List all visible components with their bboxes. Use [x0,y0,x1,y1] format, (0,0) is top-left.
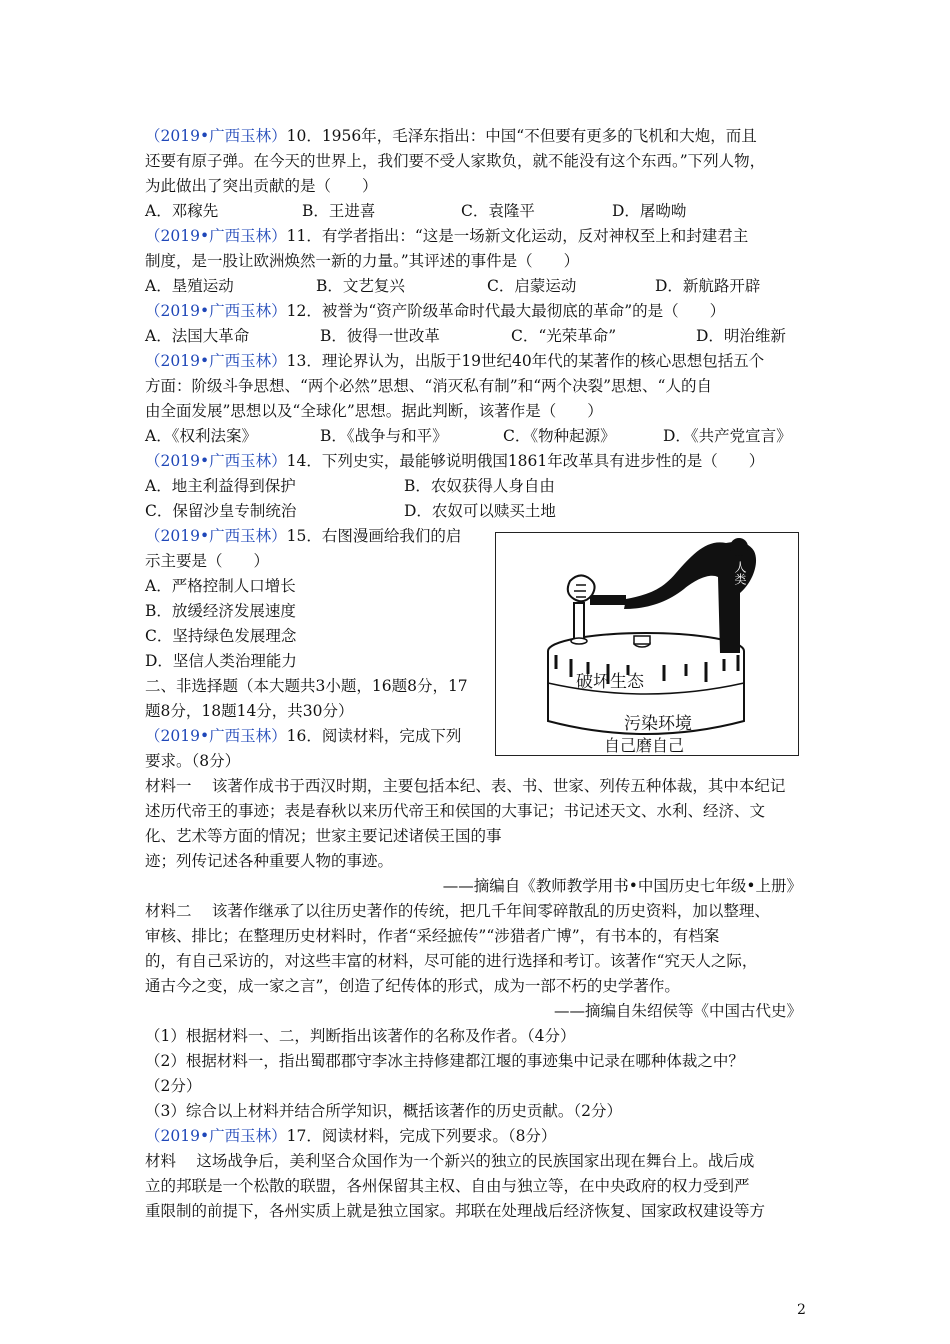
cartoon-image [495,532,799,756]
q14-options-row-1 [145,474,825,498]
q14-option-a[interactable]: A．地主利益得到保护 [145,477,296,495]
q10-options [145,199,825,223]
q13-option-b[interactable]: B．《战争与和平》 [320,427,448,445]
q16-material-1-line-2: 述历代帝王的事迹；表是春秋以来历代帝王和侯国的大事记；书记述天文、水利、经济、文 [145,802,766,820]
q11-line-1 [145,224,748,248]
q16-material-2-line-2: 审核、排比；在整理历史材料时，作者“采经摭传”“涉猎者广博”，有书本的，有档案 [145,927,720,945]
q14-option-d[interactable]: D．农奴可以赎买土地 [404,502,556,520]
section2-heading-2: 题8分，18题14分，共30分） [145,702,354,720]
q13-stem-1: 13．理论界认为，出版于19世纪40年代的某著作的核心思想包括五个 [286,352,765,370]
q14-line-1 [145,449,764,473]
q17-material-line-1: 材料 这场战争后，美利坚合众国作为一个新兴的独立的民族国家出现在舞台上。战后成 [145,1152,755,1170]
q14-option-c[interactable]: C．保留沙皇专制统治 [145,502,297,520]
q17-line-1 [145,1124,556,1148]
q15-line-1 [145,524,461,548]
q17-material-line-3: 重限制的前提下，各州实质上就是独立国家。邦联在处理战后经济恢复、国家政权建设等方 [145,1202,766,1220]
section2-heading-1: 二、非选择题（本大题共3小题，16题8分，17 [145,677,468,695]
q13-option-d[interactable]: D．《共产党宣言》 [663,427,792,445]
q16-subquestion-1: （1）根据材料一、二，判断指出该著作的名称及作者。（4分） [145,1027,576,1045]
q12-source: （2019•广西玉林） [145,302,287,320]
q17-source: （2019•广西玉林） [145,1127,287,1145]
q10-stem-1: 10．1956年，毛泽东指出：中国“不但要有更多的飞机和大炮，而且 [286,127,757,145]
q10-line-2: 还要有原子弹。在今天的世界上，我们要不受人家欺负，就不能没有这个东西。”下列人物， [145,152,766,170]
q16-line-2: 要求。（8分） [145,752,241,770]
q11-option-a[interactable]: A．垦殖运动 [145,277,234,295]
q10-option-d[interactable]: D．屠呦呦 [612,202,687,220]
q15-option-a[interactable]: A．严格控制人口增长 [145,577,296,595]
q16-source: （2019•广西玉林） [145,727,287,745]
q12-option-d[interactable]: D．明治维新 [696,327,786,345]
q15-option-c[interactable]: C．坚持绿色发展理念 [145,627,297,645]
q15-option-d[interactable]: D．坚信人类治理能力 [145,652,297,670]
q11-options [145,274,825,298]
q15-line-2: 示主要是（ ） [145,552,270,570]
q16-material-2-line-1: 材料二 该著作继承了以往历史著作的传统，把几千年间零碎散乱的历史资料，加以整理、 [145,902,770,920]
cartoon-label-top: 破坏生态 [576,672,644,692]
q11-option-b[interactable]: B．文艺复兴 [316,277,405,295]
q11-option-c[interactable]: C．启蒙运动 [487,277,577,295]
q16-stem-1: 16．阅读材料，完成下列 [286,727,462,745]
q15-stem-1: 15．右图漫画给我们的启 [286,527,462,545]
q13-options [145,424,825,448]
q10-line-1 [145,124,757,148]
q16-subquestion-3: （3）综合以上材料并结合所学知识，概括该著作的历史贡献。（2分） [145,1102,622,1120]
q13-line-1 [145,349,764,373]
q16-material-2-line-3: 的，有自己采访的，对这些丰富的材料，尽可能的进行选择和考订。该著作“究天人之际， [145,952,758,970]
q11-stem-1: 11．有学者指出：“这是一场新文化运动，反对神权至上和封建君主 [286,227,749,245]
q12-option-b[interactable]: B．彼得一世改革 [320,327,440,345]
cartoon-figure-label: 人类 [733,561,747,585]
q11-line-2: 制度，是一股让欧洲焕然一新的力量。”其评述的事件是（ ） [145,252,580,270]
q10-option-b[interactable]: B．王进喜 [302,202,376,220]
q16-material-1-line-4: 迹；列传记述各种重要人物的事迹。 [145,852,394,870]
q13-line-3: 由全面发展”思想以及“全球化”思想。据此判断，该著作是（ ） [145,402,603,420]
q16-line-1 [145,724,461,748]
q11-option-d[interactable]: D．新航路开辟 [655,277,761,295]
q12-line-1 [145,299,725,323]
q15-source: （2019•广西玉林） [145,527,287,545]
q14-stem-1: 14．下列史实，最能够说明俄国1861年改革具有进步性的是（ ） [286,452,765,470]
q17-stem-1: 17．阅读材料，完成下列要求。（8分） [286,1127,557,1145]
q12-option-a[interactable]: A．法国大革命 [145,327,250,345]
q10-source: （2019•广西玉林） [145,127,287,145]
q12-stem-1: 12．被誉为“资产阶级革命时代最大最彻底的革命”的是（ ） [286,302,726,320]
q14-options-row-2 [145,499,825,523]
q16-subquestion-2-line-1: （2）根据材料一，指出蜀郡郡守李冰主持修建都江堰的事迹集中记录在哪种体裁之中？ [145,1052,744,1070]
cartoon-caption: 自己磨自己 [604,736,685,755]
q17-material-line-2: 立的邦联是一个松散的联盟，各州保留其主权、自由与独立等，在中央政府的权力受到严 [145,1177,750,1195]
q10-option-c[interactable]: C．袁隆平 [461,202,535,220]
q15-option-b[interactable]: B．放缓经济发展速度 [145,602,296,620]
cartoon-label-bottom: 污染环境 [624,714,692,734]
q16-material-1-line-1: 材料一 该著作成书于西汉时期，主要包括本纪、表、书、世家、列传五种体裁，其中本纪记 [145,777,786,795]
q16-material-1-citation: ——摘编自《教师教学用书•中国历史七年级•上册》 [442,877,802,895]
q16-subquestion-2-line-2: （2分） [145,1077,202,1095]
q16-material-1-line-3: 化、艺术等方面的情况；世家主要记述诸侯王国的事 [145,827,502,845]
q14-source: （2019•广西玉林） [145,452,287,470]
q13-option-a[interactable]: A．《权利法案》 [145,427,257,445]
q11-source: （2019•广西玉林） [145,227,287,245]
q13-line-2: 方面：阶级斗争思想、“两个必然”思想、“消灭私有制”和“两个决裂”思想、“人的自 [145,377,712,395]
page-number: 2 [797,1302,806,1318]
q16-material-2-citation: ——摘编自朱绍侯等《中国古代史》 [553,1002,802,1020]
q13-source: （2019•广西玉林） [145,352,287,370]
q10-option-a[interactable]: A．邓稼先 [145,202,219,220]
q10-line-3: 为此做出了突出贡献的是（ ） [145,177,378,195]
q14-option-b[interactable]: B．农奴获得人身自由 [404,477,555,495]
q16-material-2-line-4: 通古今之变，成一家之言”，创造了纪传体的形式，成为一部不朽的史学著作。 [145,977,680,995]
q12-options [145,324,825,348]
q12-option-c[interactable]: C．“光荣革命” [511,327,617,345]
q13-option-c[interactable]: C．《物种起源》 [503,427,616,445]
